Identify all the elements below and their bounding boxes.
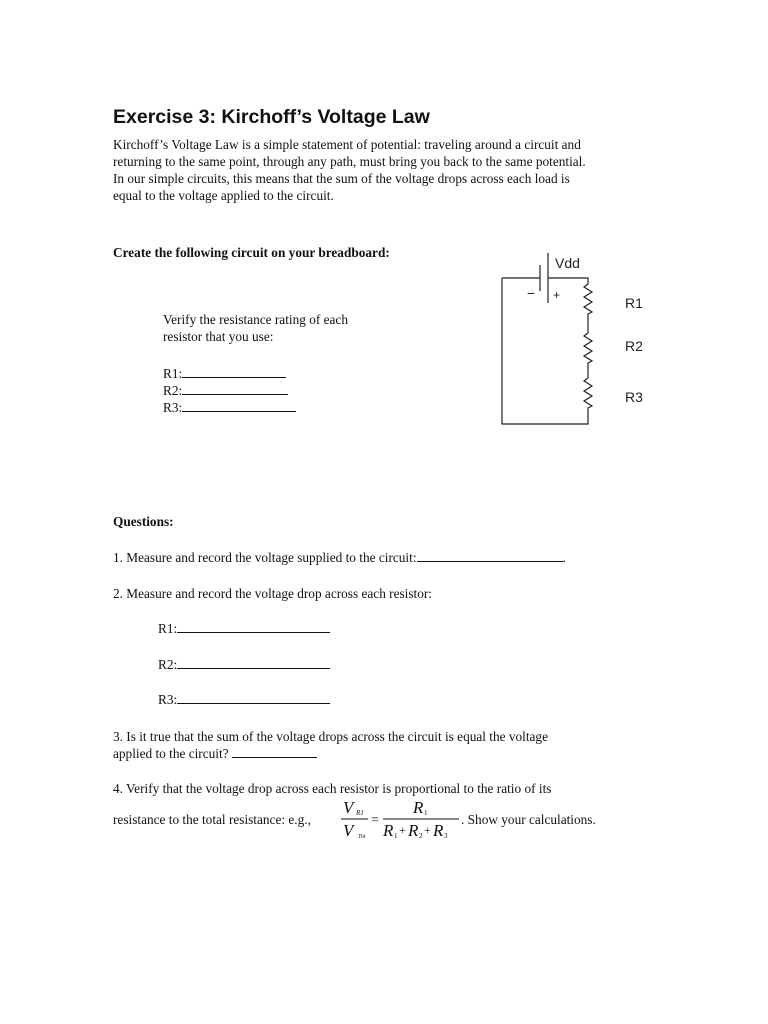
formula-rhs-den-2: 2 — [419, 832, 423, 840]
formula-rhs-den-r3: R — [433, 821, 444, 840]
formula-den-sub: Tot — [358, 834, 366, 840]
circuit-label-r3: R3 — [625, 389, 643, 405]
page-title: Exercise 3: Kirchoff’s Voltage Law — [113, 106, 430, 128]
circuit-wire-top-right — [548, 278, 588, 284]
verify-r1-blank[interactable] — [182, 365, 286, 378]
question-2-r1-row — [158, 620, 330, 637]
verify-r3-label: R3: — [163, 400, 183, 415]
verify-r1-label: R1: — [163, 366, 183, 381]
question-3-text: applied to the circuit? — [113, 746, 229, 761]
verify-r3-row — [163, 399, 296, 416]
circuit-label-plus: + — [553, 288, 561, 302]
question-2-text: 2. Measure and record the voltage drop across each resistor: — [113, 586, 433, 601]
formula-num-sub: R1 — [356, 809, 364, 817]
resistor-r3-zigzag — [584, 378, 592, 413]
question-1 — [113, 549, 566, 566]
question-2-r2-label: R2: — [158, 657, 178, 672]
circuit-label-r2: R2 — [625, 338, 643, 354]
verify-r2-label: R2: — [163, 383, 183, 398]
question-2-r1-label: R1: — [158, 621, 178, 636]
formula-rhs-num-sub: 1 — [424, 809, 428, 817]
resistor-r2-zigzag — [584, 333, 592, 378]
question-3-blank[interactable] — [232, 745, 317, 758]
formula-rhs-den-r2: R — [408, 821, 419, 840]
question-2-r2-row — [158, 656, 330, 673]
circuit-label-minus: − — [527, 285, 536, 301]
verify-r1-row — [163, 365, 286, 382]
intro-line: Kirchoff’s Voltage Law is a simple statement of potential: traveling around a circuit and — [113, 137, 581, 152]
question-3-line1: 3. Is it true that the sum of the voltage drops across the circuit is equal the voltage — [113, 729, 548, 744]
formula-rhs-num: R — [413, 798, 424, 817]
verify-instruction-line2: resistor that you use: — [163, 329, 274, 344]
question-2-r3-label: R3: — [158, 692, 178, 707]
verify-r2-blank[interactable] — [182, 382, 288, 395]
intro-line: In our simple circuits, this means that the sum of the voltage drops across each load is — [113, 171, 570, 186]
formula-den-v: V — [343, 821, 354, 840]
formula-rhs-den-plus2: + — [424, 823, 431, 837]
formula-rhs-den-3: 3 — [444, 832, 448, 840]
circuit-label-r1: R1 — [625, 295, 643, 311]
question-2-r3-row — [158, 691, 330, 708]
questions-heading: Questions: — [113, 514, 174, 529]
verify-instruction-line1: Verify the resistance rating of each — [163, 312, 348, 327]
circuit-label-vdd: Vdd — [555, 255, 580, 271]
question-1-text: 1. Measure and record the voltage supplied to the circuit: — [113, 550, 417, 565]
question-2-r3-blank[interactable] — [177, 691, 330, 704]
verify-r2-row — [163, 382, 288, 399]
verify-r3-blank[interactable] — [182, 399, 296, 412]
crop-mask — [643, 280, 768, 420]
resistor-r1-zigzag — [584, 284, 592, 333]
intro-line: returning to the same point, through any path, must bring you back to the same potential. — [113, 154, 586, 169]
create-circuit-heading: Create the following circuit on your breadboard: — [113, 245, 390, 260]
question-2-r2-blank[interactable] — [177, 656, 330, 669]
intro-paragraph — [113, 136, 586, 204]
formula-equals: = — [371, 813, 379, 828]
circuit-wire-left-bottom — [502, 278, 588, 424]
formula-num-v: V — [343, 798, 354, 817]
voltage-divider-formula — [338, 796, 468, 842]
question-2-r1-blank[interactable] — [177, 620, 330, 633]
question-3-line2 — [113, 745, 317, 762]
question-1-period: . — [562, 550, 566, 565]
question-4-suffix: . Show your calculations. — [461, 812, 596, 827]
circuit-diagram — [495, 248, 645, 430]
question-1-blank[interactable] — [417, 549, 563, 562]
question-4-prefix: resistance to the total resistance: e.g., — [113, 812, 311, 827]
formula-rhs-den-r1: R — [383, 821, 394, 840]
intro-line: equal to the voltage applied to the circuit. — [113, 188, 334, 203]
formula-rhs-den-plus1: + — [399, 823, 406, 837]
question-4-line1: 4. Verify that the voltage drop across each resistor is proportional to the ratio of its — [113, 781, 552, 796]
formula-rhs-den-1: 1 — [394, 832, 398, 840]
